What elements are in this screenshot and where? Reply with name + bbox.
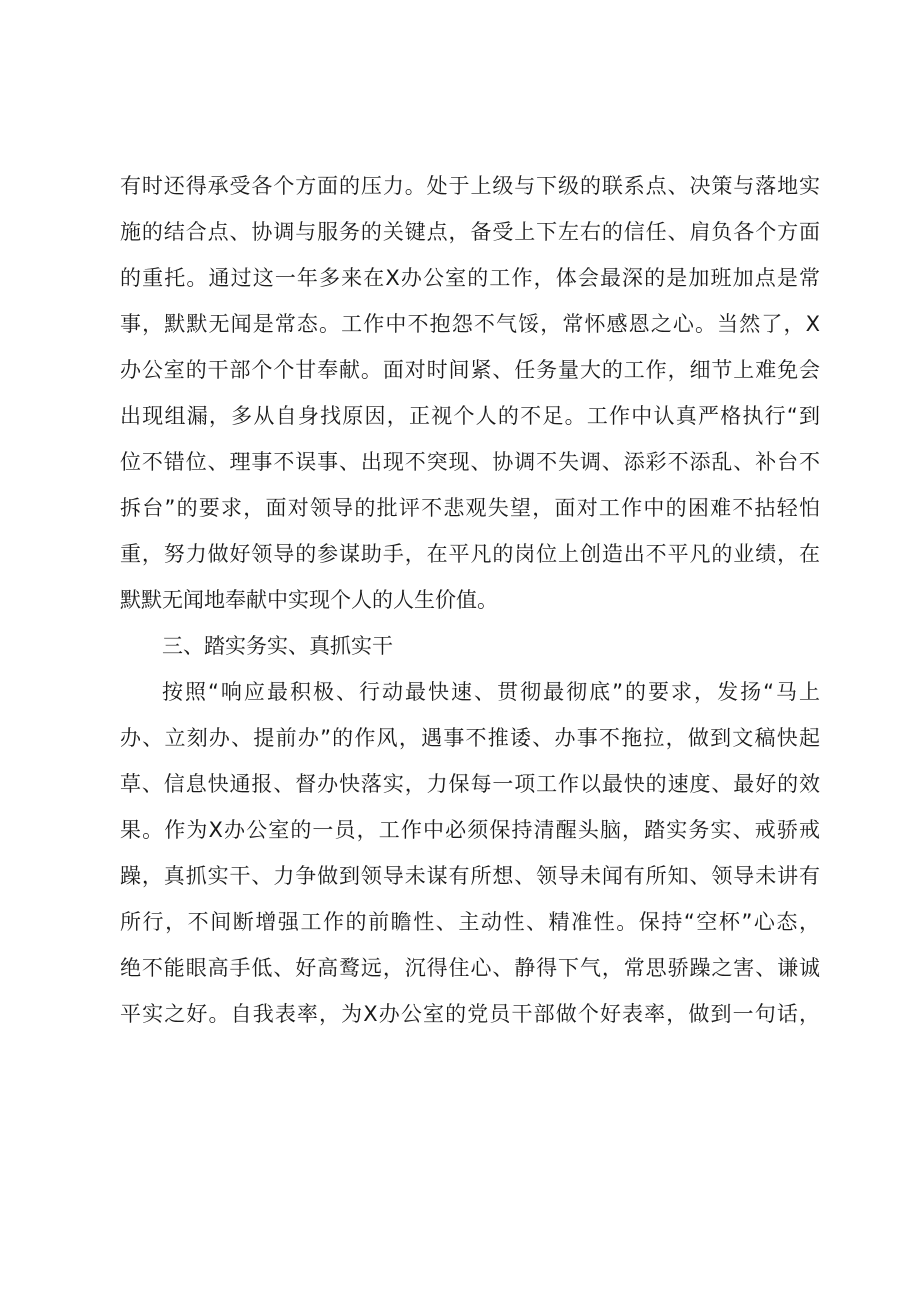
paragraph-2-line-1: 按照“响应最积极、行动最快速、贯彻最彻底”的要求，发扬“马上 — [162, 680, 820, 704]
paragraph-2-line-4: 果。作为X办公室的一员，工作中必须保持清醒头脑，踏实务实、戒骄戒 — [120, 818, 820, 842]
paragraph-1-line-10: 默默无闻地奉献中实现个人的人生价值。 — [120, 588, 498, 612]
paragraph-1-line-2: 施的结合点、协调与服务的关键点，备受上下左右的信任、肩负各个方面 — [120, 220, 820, 244]
paragraph-1-line-6: 出现组漏，多从自身找原因，正视个人的不足。工作中认真严格执行“到 — [120, 404, 820, 428]
paragraph-2-line-6: 所行，不间断增强工作的前瞻性、主动性、精准性。保持“空杯”心态， — [120, 910, 820, 934]
section-heading-3: 三、踏实务实、真抓实干 — [162, 634, 393, 658]
paragraph-1-line-9: 重，努力做好领导的参谋助手，在平凡的岗位上创造出不平凡的业绩，在 — [120, 542, 820, 566]
paragraph-2-line-3: 草、信息快通报、督办快落实，力保每一项工作以最快的速度、最好的效 — [120, 772, 820, 796]
paragraph-2-line-7: 绝不能眼高手低、好高鹜远，沉得住心、静得下气，常思骄躁之害、谦诚 — [120, 956, 820, 980]
paragraph-1-line-7: 位不错位、理事不误事、出现不突现、协调不失调、添彩不添乱、补台不 — [120, 450, 820, 474]
paragraph-1-line-4: 事，默默无闻是常态。工作中不抱怨不气馁，常怀感恩之心。当然了，X — [120, 312, 820, 336]
paragraph-2-line-8: 平实之好。自我表率，为X办公室的党员干部做个好表率，做到一句话， — [120, 1002, 820, 1026]
paragraph-1-line-1: 有时还得承受各个方面的压力。处于上级与下级的联系点、决策与落地实 — [120, 174, 820, 198]
paragraph-1-line-5: 办公室的干部个个甘奉献。面对时间紧、任务量大的工作，细节上难免会 — [120, 358, 820, 382]
paragraph-1-line-8: 拆台”的要求，面对领导的批评不悲观失望，面对工作中的困难不拈轻怕 — [120, 496, 820, 520]
paragraph-2-line-2: 办、立刻办、提前办”的作风，遇事不推诿、办事不拖拉，做到文稿快起 — [120, 726, 820, 750]
paragraph-1-line-3: 的重托。通过这一年多来在X办公室的工作，体会最深的是加班加点是常 — [120, 266, 820, 290]
paragraph-2-line-5: 躁，真抓实干、力争做到领导未谋有所想、领导未闻有所知、领导未讲有 — [120, 864, 820, 888]
